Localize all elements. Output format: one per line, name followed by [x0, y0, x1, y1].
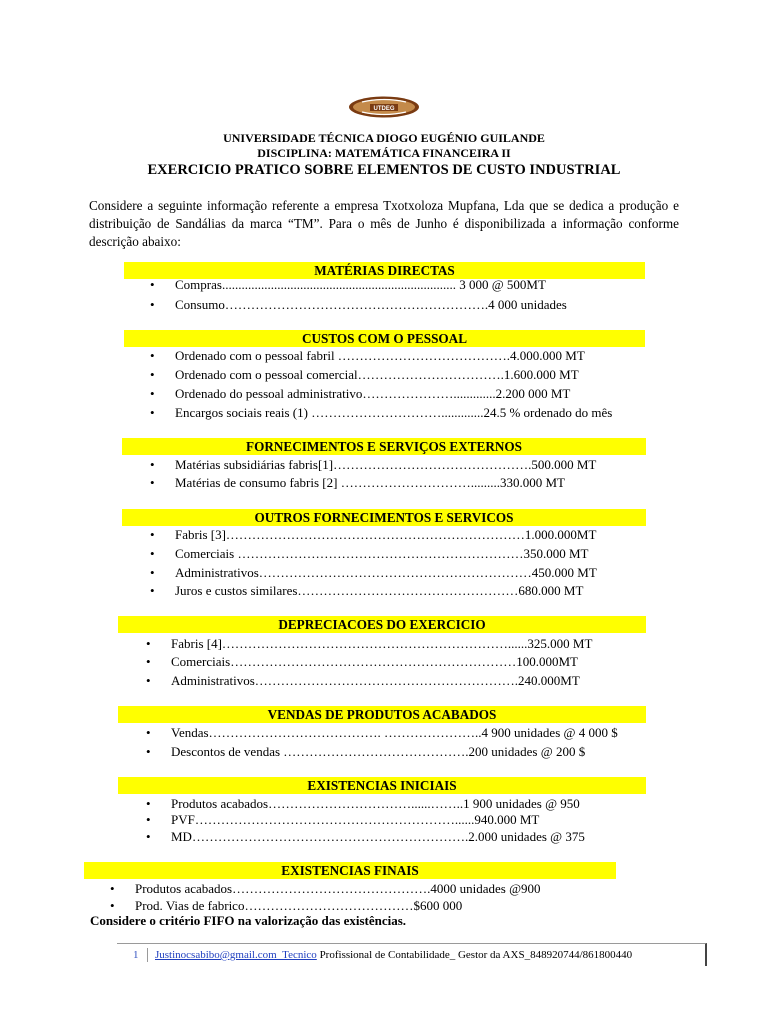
section-title: MATÉRIAS DIRECTAS: [124, 262, 645, 279]
fifo-note: Considere o critério FIFO na valorização das existências.: [90, 913, 407, 928]
section-title: EXISTENCIAS INICIAIS: [118, 777, 646, 794]
exercise-title: EXERCICIO PRATICO SOBRE ELEMENTOS DE CUSTO INDUSTRIAL: [147, 162, 621, 178]
university-name: UNIVERSIDADE TÉCNICA DIOGO EUGÉNIO GUILANDE: [223, 131, 545, 145]
logo-text: UTDEG: [373, 106, 395, 112]
page-number: 1: [133, 949, 139, 961]
email-link[interactable]: Justinocsabibo@gmail.com_Tecnico: [155, 949, 317, 961]
intro-paragraph: Considere a seguinte informação referente a empresa Txotxoloza Mupfana, Lda que se dedica a produção e distribuição de Sandálias da marca “TM”. Para o mês de Junho é disponibilizada a informação conforme descrição abaixo:: [89, 198, 679, 249]
section-title: FORNECIMENTOS E SERVIÇOS EXTERNOS: [122, 438, 646, 455]
section-title: DEPRECIACOES DO EXERCICIO: [118, 616, 646, 633]
page-footer: [117, 943, 707, 966]
section-title: CUSTOS COM O PESSOAL: [124, 330, 645, 347]
footer-divider: [147, 948, 148, 962]
section-title: VENDAS DE PRODUTOS ACABADOS: [118, 706, 646, 723]
discipline: DISCIPLINA: MATEMÁTICA FINANCEIRA II: [257, 146, 511, 160]
section-title: OUTROS FORNECIMENTOS E SERVICOS: [122, 509, 646, 526]
footer-text: Profissional de Contabilidade_ Gestor da AXS_848920744/861800440: [316, 949, 633, 961]
university-seal-icon: [348, 96, 420, 118]
section-title: EXISTENCIAS FINAIS: [84, 862, 616, 879]
